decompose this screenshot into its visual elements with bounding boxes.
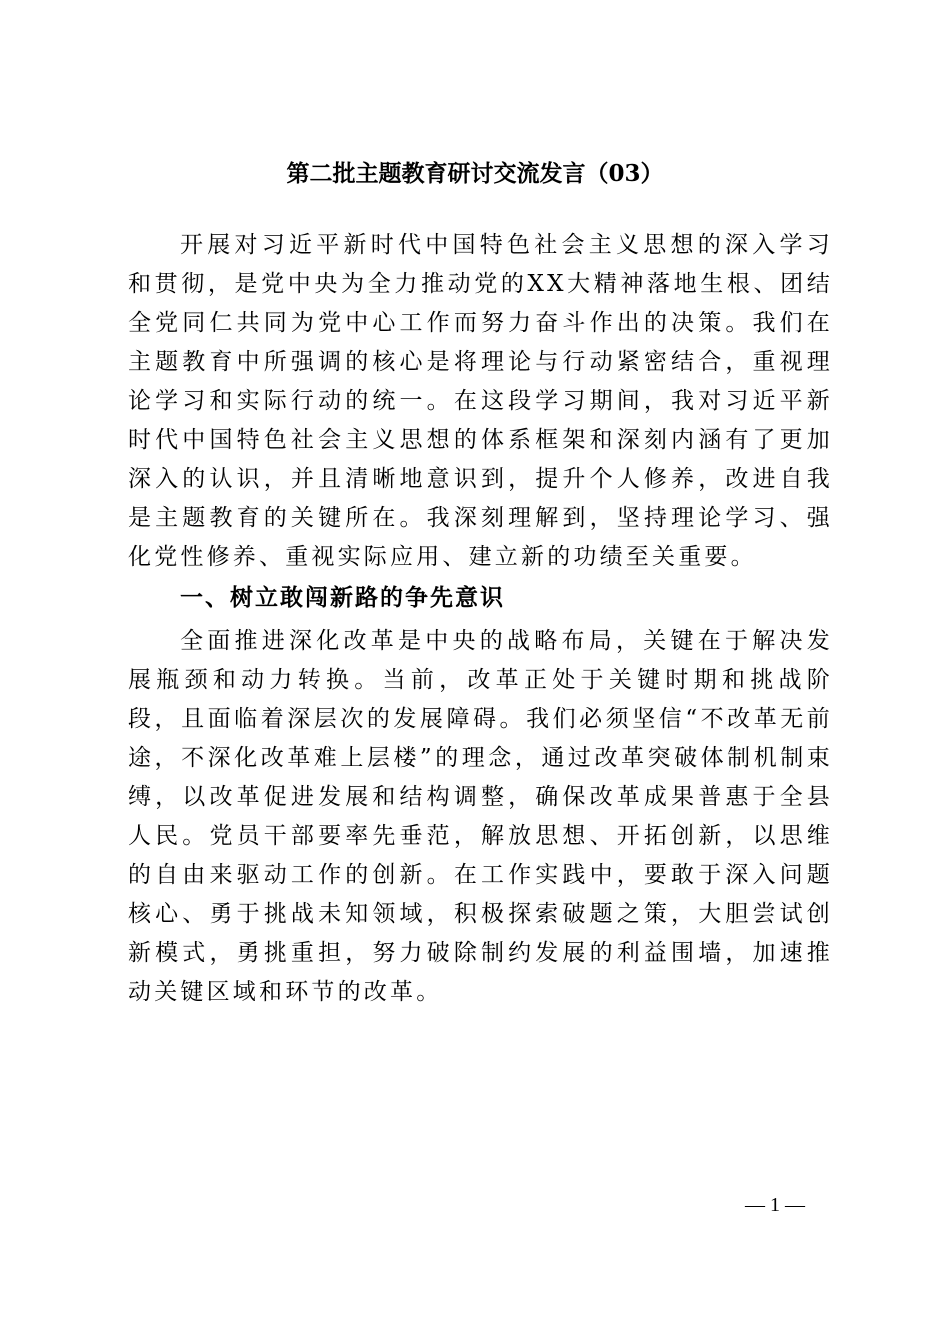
intro-paragraph: 开展对习近平新时代中国特色社会主义思想的深入学习和贯彻，是党中央为全力推动党的XX大精神落地生根、团结全党同仁共同为党中心工作而努力奋斗作出的决策。我们在主题教育中所强调的核心是将理论与行动紧密结合，重视理论学习和实际行动的统一。在这段学习期间，我对习近平新时代中国特色社会主义思想的体系框架和深刻内涵有了更加深入的认识，并且清晰地意识到，提升个人修养，改进自我是主题教育的关键所在。我深刻理解到，坚持理论学习、强化党性修养、重视实际应用、建立新的功绩至关重要。 — [128, 232, 833, 570]
document-title: 第二批主题教育研讨交流发言（03） — [286, 160, 664, 187]
section-heading: 一、树立敢闯新路的争先意识 — [180, 585, 505, 611]
section-paragraph: 全面推进深化改革是中央的战略布局，关键在于解决发展瓶颈和动力转换。当前，改革正处于关键时期和挑战阶段，且面临着深层次的发展障碍。我们必须坚信“不改革无前途，不深化改革难上层楼”的理念，通过改革突破体制机制束缚，以改革促进发展和结构调整，确保改革成果普惠于全县人民。党员干部要率先垂范，解放思想、开拓创新，以思维的自由来驱动工作的创新。在工作实践中，要敢于深入问题核心、勇于挑战未知领域，积极探索破题之策，大胆尝试创新模式，勇挑重担，努力破除制约发展的利益围墙，加速推动关键区域和环节的改革。 — [128, 628, 833, 1005]
document-body — [128, 226, 833, 1012]
page-number: — 1 — — [745, 1194, 805, 1216]
